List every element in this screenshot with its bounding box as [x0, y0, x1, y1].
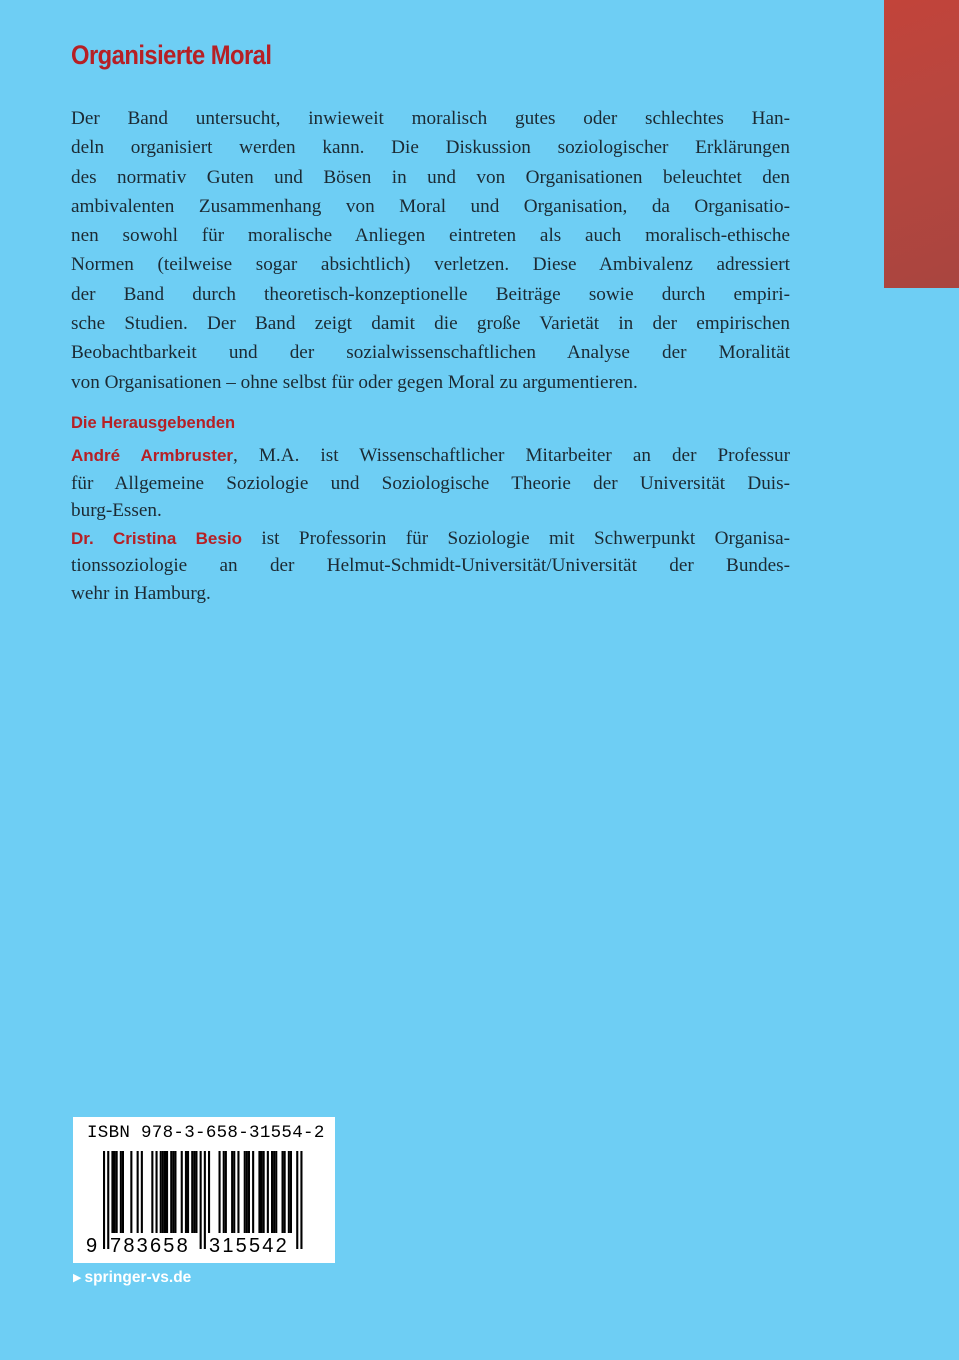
barcode-bar	[296, 1151, 298, 1249]
description-line: sche Studien. Der Band zeigt damit die große Varietät in der empirischen	[71, 313, 790, 335]
editor-name: André Armbruster	[71, 446, 234, 465]
barcode-bar	[204, 1151, 206, 1249]
editors-section	[71, 442, 790, 608]
barcode-bar	[114, 1151, 116, 1233]
barcode-bar	[174, 1151, 176, 1233]
barcode-bar	[166, 1151, 168, 1233]
description-line: der Band durch theoretisch-konzeptionelle Beiträge sowie durch empiri-	[71, 283, 790, 305]
barcode-bar	[156, 1151, 158, 1233]
barcode-bar	[219, 1151, 221, 1233]
barcode-bar	[208, 1151, 210, 1233]
barcode-bar	[141, 1151, 143, 1233]
editor-bio-line: wehr in Hamburg.	[71, 582, 211, 604]
barcode-bar	[137, 1151, 139, 1233]
barcode-bar	[233, 1151, 235, 1233]
book-title: Organisierte Moral	[71, 40, 272, 70]
description-line: Beobachtbarkeit und der sozialwissenschaftlichen Analyse der Moralität	[71, 342, 790, 364]
barcode-bar	[263, 1151, 265, 1233]
barcode-bar	[271, 1151, 273, 1233]
barcode-bar	[193, 1151, 195, 1233]
editor-bio-line: burg-Essen.	[71, 500, 162, 522]
barcode-bar	[244, 1151, 246, 1233]
barcode-bar	[231, 1151, 233, 1233]
barcode-bar	[290, 1151, 292, 1233]
barcode-bar	[282, 1151, 284, 1233]
barcode-right-digits: 315542	[209, 1235, 289, 1257]
description-line: deln organisiert werden kann. Die Diskussion soziologischer Erklärungen	[71, 137, 790, 159]
barcode-bar	[187, 1151, 189, 1233]
description-line: Normen (teilweise sogar absichtlich) verletzen. Diese Ambivalenz adressiert	[71, 254, 790, 276]
description-line: des normativ Guten und Bösen in und von Organisationen beleuchtet den	[71, 166, 790, 188]
barcode-bar	[223, 1151, 225, 1233]
barcode-bar	[172, 1151, 174, 1233]
editor-bio-text: , M.A. ist Wissenschaftlicher Mitarbeiter an der Professur	[233, 445, 790, 466]
barcode-bar	[191, 1151, 193, 1233]
barcode-bar	[273, 1151, 275, 1233]
isbn-label: ISBN 978-3-658-31554-2	[87, 1123, 325, 1143]
description-line: Der Band untersucht, inwieweit moralisch gutes oder schlechtes Han-	[71, 108, 790, 129]
barcode-bar	[246, 1151, 248, 1233]
barcode-bar	[122, 1151, 124, 1233]
barcode-bar	[275, 1151, 277, 1233]
publisher-link[interactable]	[73, 1269, 191, 1287]
barcode-bar	[162, 1151, 164, 1233]
triangle-right-icon: ▶	[73, 1272, 82, 1284]
editor-bio-line	[71, 442, 790, 470]
barcode-bar	[181, 1151, 183, 1233]
editor-bio-text: ist Professorin für Soziologie mit Schwerpunkt Organisa-	[241, 527, 790, 549]
barcode-bar	[225, 1151, 227, 1233]
barcode-bar	[258, 1151, 260, 1233]
barcode-bar	[103, 1151, 105, 1249]
description	[71, 104, 790, 397]
barcode-left-digits: 783658	[110, 1235, 190, 1257]
barcode-bar	[300, 1151, 302, 1249]
barcode-bar	[284, 1151, 286, 1233]
barcode-bar	[130, 1151, 132, 1233]
editor-bio-line	[71, 525, 790, 553]
barcode-bar	[160, 1151, 162, 1233]
barcode-bar	[170, 1151, 172, 1233]
publisher-url: springer-vs.de	[84, 1269, 192, 1286]
corner-color-tab	[884, 0, 959, 288]
barcode-bar	[107, 1151, 109, 1249]
barcode-bar	[248, 1151, 250, 1233]
barcode-bar	[267, 1151, 269, 1233]
editor-bio-line: für Allgemeine Soziologie und Soziologische Theorie der Universität Duis-	[71, 472, 790, 494]
barcode-bar	[164, 1151, 166, 1233]
barcode-bar	[151, 1151, 153, 1233]
editor-bio-line: tionssoziologie an der Helmut-Schmidt-Universität/Universität der Bundes-	[71, 555, 790, 577]
barcode-bar	[288, 1151, 290, 1233]
barcode-bar	[111, 1151, 113, 1233]
barcode-bar	[120, 1151, 122, 1233]
barcode-bar	[185, 1151, 187, 1233]
barcode-bar	[116, 1151, 118, 1233]
description-line: von Organisationen – ohne selbst für oder gegen Moral zu argumentieren.	[71, 371, 638, 393]
isbn-barcode	[73, 1117, 335, 1263]
barcode-bar	[200, 1151, 202, 1249]
barcode-bar	[252, 1151, 254, 1233]
editor-name: Dr. Cristina Besio	[71, 528, 242, 548]
barcode-bar	[261, 1151, 263, 1233]
editors-heading: Die Herausgebenden	[71, 414, 236, 432]
barcode-lead-digit: 9	[86, 1235, 98, 1257]
description-line: nen sowohl für moralische Anliegen eintreten als auch moralisch-ethische	[71, 225, 790, 247]
barcode-bar	[195, 1151, 197, 1233]
barcode-bar	[237, 1151, 239, 1233]
description-line: ambivalenten Zusammenhang von Moral und Organisation, da Organisatio-	[71, 195, 790, 217]
